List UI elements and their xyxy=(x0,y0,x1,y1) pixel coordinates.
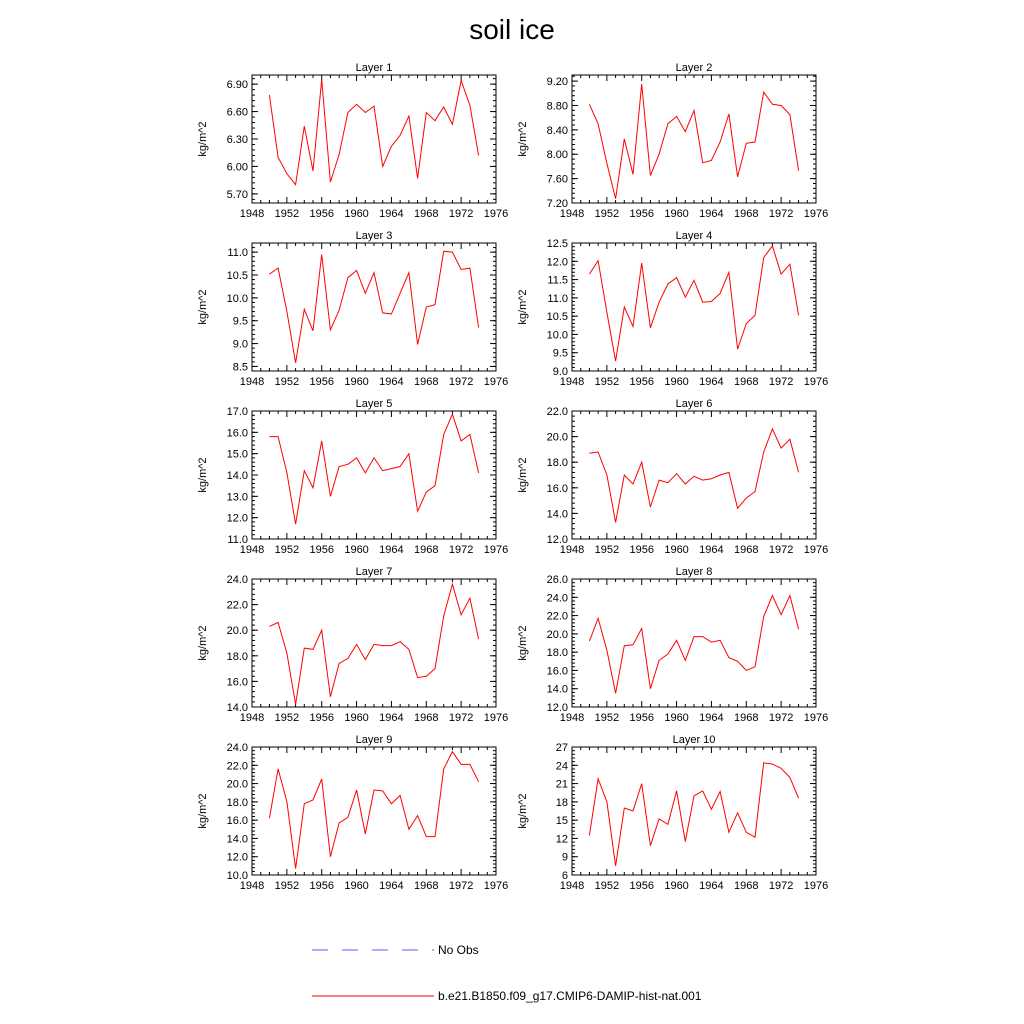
plot-frame xyxy=(252,243,496,371)
x-tick-label: 1964 xyxy=(699,376,724,388)
y-tick-label: 22.0 xyxy=(226,760,248,773)
y-axis-label: kg/m^2 xyxy=(517,793,529,829)
panel-title: Layer 8 xyxy=(675,566,713,578)
x-tick-label: 1956 xyxy=(629,712,654,724)
plot-frame xyxy=(572,243,816,371)
x-tick-label: 1948 xyxy=(239,712,265,724)
y-tick-label: 6.60 xyxy=(226,106,248,119)
y-tick-label: 11.0 xyxy=(227,534,248,546)
x-tick-label: 1976 xyxy=(803,880,829,892)
x-tick-label: 1948 xyxy=(559,880,585,892)
x-tick-label: 1976 xyxy=(803,208,829,220)
y-tick-label: 9.20 xyxy=(546,76,568,89)
x-tick-label: 1952 xyxy=(594,712,620,724)
series-line-layer-9 xyxy=(269,752,478,869)
y-tick-label: 18.0 xyxy=(226,796,248,809)
y-tick-label: 18.0 xyxy=(546,647,568,660)
y-tick-label: 18.0 xyxy=(226,650,248,663)
panel-title: Layer 3 xyxy=(355,230,393,242)
y-tick-label: 22.0 xyxy=(546,406,568,418)
y-tick-label: 6.30 xyxy=(226,134,248,146)
x-tick-label: 1968 xyxy=(414,376,439,388)
y-tick-label: 17.0 xyxy=(226,406,248,418)
y-tick-label: 11.0 xyxy=(227,247,248,260)
y-tick-label: 9.5 xyxy=(552,347,568,360)
x-tick-label: 1952 xyxy=(594,208,620,220)
y-tick-label: 9.0 xyxy=(232,338,248,351)
y-tick-label: 12.0 xyxy=(226,512,248,525)
panel-title: Layer 5 xyxy=(355,398,393,410)
x-tick-label: 1948 xyxy=(239,208,265,220)
x-tick-label: 1968 xyxy=(734,544,759,556)
x-tick-label: 1972 xyxy=(768,880,794,892)
x-tick-label: 1948 xyxy=(239,376,265,388)
y-tick-label: 24.0 xyxy=(226,574,248,586)
series-line-layer-1 xyxy=(269,80,478,185)
y-tick-label: 24 xyxy=(555,760,568,773)
y-tick-label: 8.40 xyxy=(546,124,568,137)
x-tick-label: 1960 xyxy=(664,208,689,220)
y-tick-label: 12 xyxy=(555,833,568,846)
y-tick-label: 9 xyxy=(561,851,568,864)
panel-title: Layer 1 xyxy=(355,62,393,74)
y-tick-label: 6 xyxy=(561,870,568,882)
panel-title: Layer 6 xyxy=(675,398,713,410)
x-tick-label: 1960 xyxy=(344,208,369,220)
plot-frame xyxy=(572,411,816,539)
y-tick-label: 22.0 xyxy=(546,610,568,623)
x-tick-label: 1964 xyxy=(379,208,404,220)
panel-title: Layer 4 xyxy=(675,230,713,242)
y-tick-label: 5.70 xyxy=(226,188,248,201)
x-tick-label: 1976 xyxy=(483,208,509,220)
x-tick-label: 1960 xyxy=(664,376,689,388)
x-tick-label: 1948 xyxy=(239,544,265,556)
series-line-layer-4 xyxy=(589,246,798,361)
x-tick-label: 1964 xyxy=(379,376,404,388)
x-tick-label: 1972 xyxy=(448,544,474,556)
chart-panel-layer-10 xyxy=(517,734,828,892)
y-tick-label: 12.5 xyxy=(546,238,568,250)
y-tick-label: 10.5 xyxy=(546,311,568,324)
x-tick-label: 1952 xyxy=(594,880,620,892)
x-tick-label: 1948 xyxy=(559,376,585,388)
y-axis-label: kg/m^2 xyxy=(197,289,209,325)
y-tick-label: 18 xyxy=(555,796,568,809)
x-tick-label: 1960 xyxy=(344,544,369,556)
x-tick-label: 1960 xyxy=(664,712,689,724)
panel-title: Layer 10 xyxy=(672,734,716,746)
chart-panel-layer-1 xyxy=(197,62,508,220)
y-axis-label: kg/m^2 xyxy=(517,121,529,157)
y-tick-label: 12.0 xyxy=(546,256,568,269)
y-tick-label: 9.0 xyxy=(552,366,568,378)
x-tick-label: 1948 xyxy=(559,544,585,556)
x-tick-label: 1968 xyxy=(734,208,759,220)
x-tick-label: 1960 xyxy=(664,544,689,556)
x-tick-label: 1960 xyxy=(344,712,369,724)
series-line-layer-2 xyxy=(589,84,798,199)
plot-frame xyxy=(252,579,496,707)
x-tick-label: 1976 xyxy=(483,712,509,724)
x-tick-label: 1956 xyxy=(309,544,334,556)
y-tick-label: 8.00 xyxy=(546,149,568,162)
x-tick-label: 1964 xyxy=(699,880,724,892)
y-tick-label: 7.20 xyxy=(546,198,568,210)
panel-title: Layer 2 xyxy=(675,62,713,74)
y-tick-label: 11.0 xyxy=(547,292,568,305)
plot-frame xyxy=(252,75,496,203)
x-tick-label: 1972 xyxy=(448,376,474,388)
y-axis-label: kg/m^2 xyxy=(197,121,209,157)
chart-panel-layer-8 xyxy=(517,566,828,724)
x-tick-label: 1968 xyxy=(734,880,759,892)
series-line-layer-7 xyxy=(269,584,478,704)
y-axis-label: kg/m^2 xyxy=(197,793,209,829)
x-tick-label: 1976 xyxy=(483,880,509,892)
legend-label-no-obs: No Obs xyxy=(438,943,479,957)
y-tick-label: 8.5 xyxy=(232,361,248,374)
x-tick-label: 1960 xyxy=(664,880,689,892)
x-tick-label: 1964 xyxy=(379,880,404,892)
x-tick-label: 1972 xyxy=(448,712,474,724)
y-tick-label: 20.0 xyxy=(226,778,248,791)
y-tick-label: 16.0 xyxy=(226,815,248,828)
x-tick-label: 1952 xyxy=(594,544,620,556)
x-tick-label: 1972 xyxy=(448,880,474,892)
figure-title: soil ice xyxy=(469,14,555,45)
y-tick-label: 12.0 xyxy=(226,851,248,864)
y-axis-label: kg/m^2 xyxy=(197,457,209,493)
y-tick-label: 10.5 xyxy=(226,270,248,282)
x-tick-label: 1972 xyxy=(448,208,474,220)
y-axis-label: kg/m^2 xyxy=(517,625,529,661)
x-tick-label: 1952 xyxy=(274,880,300,892)
y-tick-label: 26.0 xyxy=(546,574,568,586)
plot-frame xyxy=(252,747,496,875)
x-tick-label: 1976 xyxy=(483,544,509,556)
x-tick-label: 1956 xyxy=(309,712,334,724)
chart-panel-layer-9 xyxy=(197,734,508,892)
series-line-layer-5 xyxy=(269,414,478,524)
y-axis-label: kg/m^2 xyxy=(197,625,209,661)
x-tick-label: 1948 xyxy=(559,712,585,724)
y-tick-label: 27 xyxy=(555,742,568,754)
x-tick-label: 1972 xyxy=(768,712,794,724)
plot-frame xyxy=(252,411,496,539)
y-tick-label: 15.0 xyxy=(226,448,248,461)
x-tick-label: 1976 xyxy=(803,376,829,388)
x-tick-label: 1956 xyxy=(309,376,334,388)
x-tick-label: 1964 xyxy=(379,712,404,724)
x-tick-label: 1968 xyxy=(734,712,759,724)
x-tick-label: 1964 xyxy=(699,544,724,556)
y-tick-label: 12.0 xyxy=(546,702,568,714)
x-tick-label: 1964 xyxy=(379,544,404,556)
series-line-layer-6 xyxy=(589,429,798,523)
x-tick-label: 1972 xyxy=(768,208,794,220)
y-tick-label: 16.0 xyxy=(546,482,568,495)
plot-frame xyxy=(572,75,816,203)
y-tick-label: 16.0 xyxy=(226,676,248,689)
x-tick-label: 1968 xyxy=(414,544,439,556)
y-tick-label: 13.0 xyxy=(226,491,248,504)
x-tick-label: 1952 xyxy=(274,544,300,556)
panel-title: Layer 7 xyxy=(355,566,393,578)
chart-panel-layer-6 xyxy=(517,398,828,556)
x-tick-label: 1960 xyxy=(344,880,369,892)
y-tick-label: 6.90 xyxy=(226,79,248,92)
series-line-layer-8 xyxy=(589,596,798,694)
y-tick-label: 15 xyxy=(555,815,568,828)
x-tick-label: 1972 xyxy=(768,544,794,556)
chart-panel-layer-4 xyxy=(517,230,828,388)
y-tick-label: 20.0 xyxy=(226,625,248,638)
y-tick-label: 21 xyxy=(555,778,568,791)
x-tick-label: 1948 xyxy=(239,880,265,892)
y-tick-label: 14.0 xyxy=(546,508,568,521)
x-tick-label: 1968 xyxy=(414,712,439,724)
x-tick-label: 1956 xyxy=(629,880,654,892)
series-line-layer-3 xyxy=(269,251,478,363)
panel-title: Layer 9 xyxy=(355,734,393,746)
y-tick-label: 24.0 xyxy=(226,742,248,754)
x-tick-label: 1964 xyxy=(699,712,724,724)
x-tick-label: 1956 xyxy=(629,376,654,388)
y-tick-label: 24.0 xyxy=(546,592,568,605)
y-tick-label: 8.80 xyxy=(546,100,568,113)
y-tick-label: 14.0 xyxy=(546,683,568,696)
y-tick-label: 20.0 xyxy=(546,431,568,444)
x-tick-label: 1952 xyxy=(594,376,620,388)
x-tick-label: 1972 xyxy=(768,376,794,388)
y-tick-label: 10.0 xyxy=(546,329,568,342)
y-tick-label: 6.00 xyxy=(226,161,248,174)
y-tick-label: 20.0 xyxy=(546,628,568,641)
y-tick-label: 14.0 xyxy=(226,833,248,846)
legend-label-model: b.e21.B1850.f09_g17.CMIP6-DAMIP-hist-nat.001 xyxy=(438,989,702,1003)
y-tick-label: 16.0 xyxy=(546,665,568,678)
chart-panel-layer-2 xyxy=(517,62,828,220)
y-tick-label: 16.0 xyxy=(226,427,248,440)
x-tick-label: 1956 xyxy=(629,208,654,220)
y-tick-label: 12.0 xyxy=(546,534,568,546)
x-tick-label: 1956 xyxy=(629,544,654,556)
x-tick-label: 1952 xyxy=(274,376,300,388)
x-tick-label: 1952 xyxy=(274,712,300,724)
y-tick-label: 14.0 xyxy=(226,702,248,714)
y-tick-label: 7.60 xyxy=(546,173,568,186)
x-tick-label: 1976 xyxy=(803,712,829,724)
y-tick-label: 22.0 xyxy=(226,599,248,612)
y-tick-label: 10.0 xyxy=(226,870,248,882)
x-tick-label: 1952 xyxy=(274,208,300,220)
x-tick-label: 1956 xyxy=(309,208,334,220)
plot-frame xyxy=(572,579,816,707)
chart-panel-layer-7 xyxy=(197,566,508,724)
x-tick-label: 1976 xyxy=(483,376,509,388)
chart-panel-layer-3 xyxy=(197,230,508,388)
y-axis-label: kg/m^2 xyxy=(517,289,529,325)
y-tick-label: 11.5 xyxy=(547,274,568,287)
y-axis-label: kg/m^2 xyxy=(517,457,529,493)
x-tick-label: 1964 xyxy=(699,208,724,220)
y-tick-label: 10.0 xyxy=(226,292,248,305)
x-tick-label: 1968 xyxy=(414,880,439,892)
x-tick-label: 1968 xyxy=(734,376,759,388)
chart-panel-layer-5 xyxy=(197,398,508,556)
x-tick-label: 1968 xyxy=(414,208,439,220)
x-tick-label: 1960 xyxy=(344,376,369,388)
x-tick-label: 1956 xyxy=(309,880,334,892)
x-tick-label: 1948 xyxy=(559,208,585,220)
y-tick-label: 18.0 xyxy=(546,457,568,470)
y-tick-label: 9.5 xyxy=(232,315,248,328)
y-tick-label: 14.0 xyxy=(226,470,248,482)
x-tick-label: 1976 xyxy=(803,544,829,556)
series-line-layer-10 xyxy=(589,763,798,866)
